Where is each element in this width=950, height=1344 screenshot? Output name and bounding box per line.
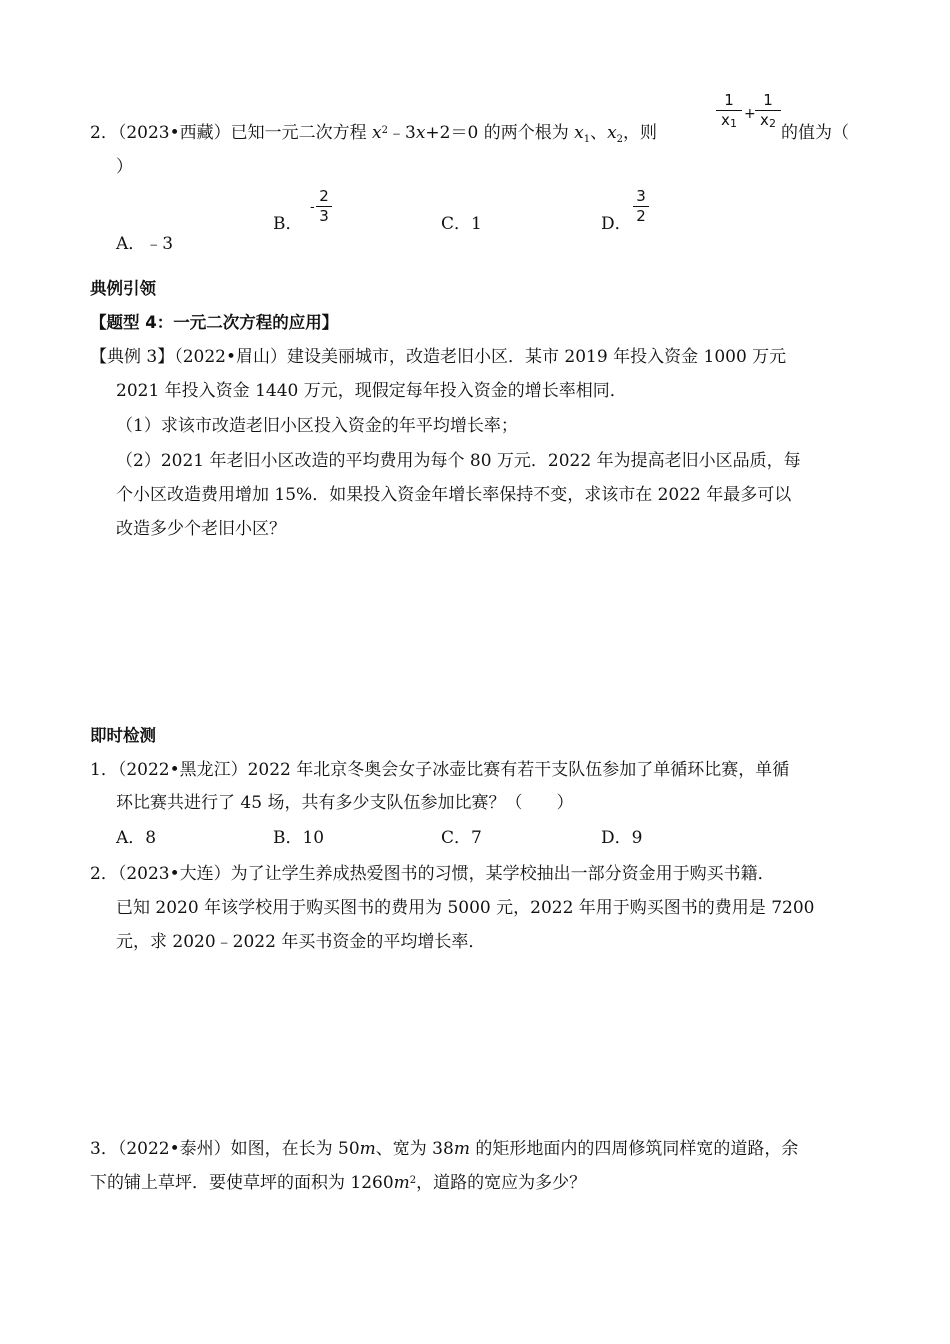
section-title-examples: 典例引领 [90,279,156,298]
example-3-part1: （1）求该市改造老旧小区投入资金的年平均增长率； [116,416,518,436]
section-title-check: 即时检测 [90,726,156,745]
question-number: 2． [90,123,118,143]
example-tag: 【典例 3】 [90,347,175,367]
check-q2-line3: 元，求 2020﹣2022 年买书资金的平均增长率． [116,932,486,952]
fraction-numerator: 1 [724,91,734,109]
option-c: C．1 [441,214,482,234]
then-text: ，则 [623,123,658,143]
option-d-label: D． [601,214,632,234]
fraction-numerator: 2 [319,187,329,205]
example-3-part2-line3: 改造多少个老旧小区？ [116,519,286,539]
root-sub: 1 [583,134,591,145]
fraction-denominator: 3 [319,207,329,225]
check-q1-option-d: D．9 [601,828,643,848]
eq-exponent: 2 [381,125,388,136]
option-b-fraction [316,188,332,225]
fraction-denominator: 2 [636,207,646,225]
example-text: （2022•眉山）建设美丽城市，改造老旧小区．某市 2019 年投入资金 1000 万元 [174,347,787,367]
check-q3-line2: 下的铺上草坪．要使草坪的面积为 $1260m^2$，道路的宽应为多少？ [90,1173,587,1193]
fraction-1-over-x1 [716,92,742,130]
example-3-part2-line2: 个小区改造费用增加 15%．如果投入资金年增长率保持不变，求该市在 2022 年最多可以 [116,485,792,505]
root-var: x [574,123,584,143]
prev-question-2-line1 [90,123,657,146]
root-sub: 2 [616,134,624,145]
eq-var: x [372,123,382,143]
question-source: （2023•西藏） [117,123,231,143]
check-q1-option-b: B．10 [273,828,325,848]
example-3-line1 [90,347,786,367]
question-stem: 已知一元二次方程 [230,123,367,143]
check-q3-line1: 3．（2022•泰州）如图，在长为 50m、宽为 38m 的矩形地面内的四周修筑同样宽的道路，余 [90,1139,799,1159]
question-tail: 的值为（ [781,123,849,143]
option-d-fraction [633,188,649,225]
fraction-numerator: 1 [763,91,773,109]
fraction-numerator: 3 [636,187,646,205]
option-b-sign: - [310,200,315,215]
option-a: A．﹣3 [116,234,174,254]
check-q1-line1: 1．（2022•黑龙江）2022 年北京冬奥会女子冰壶比赛有若干支队伍参加了单循环比赛，单循 [90,760,790,780]
example-3-part2-line1: （2）2021 年老旧小区改造的平均费用为每个 80 万元．2022 年为提高老旧小区品质，每 [116,451,801,471]
plus-sign: + [744,106,756,122]
example-3-line2: 2021 年投入资金 1440 万元，现假定每年投入资金的增长率相同． [116,381,627,401]
check-q1-line2: 环比赛共进行了 45 场，共有多少支队伍参加比赛？（ ） [116,793,574,813]
eq-term: ﹣3 [388,123,416,143]
separator: 、 [590,123,608,143]
eq-end: +2＝0 的两个根为 [425,123,569,143]
question-close-paren: ） [116,157,133,177]
check-q1-option-a: A．8 [116,828,157,848]
fraction-1-over-x2 [755,92,781,130]
fraction-denominator: x2 [760,111,776,130]
option-b-label: B． [273,214,303,234]
check-q1-option-c: C．7 [441,828,482,848]
check-q2-line2: 已知 2020 年该学校用于购买图书的费用为 5000 元，2022 年用于购买图书的费用是 7200 [116,898,815,918]
eq-var: x [415,123,426,143]
fraction-denominator: x1 [721,111,737,130]
root-var: x [607,123,617,143]
check-q2-line1: 2．（2023•大连）为了让学生养成热爱图书的习惯，某学校抽出一部分资金用于购买书籍． [90,864,775,884]
type-title: 【题型 4：一元二次方程的应用】 [90,313,339,332]
